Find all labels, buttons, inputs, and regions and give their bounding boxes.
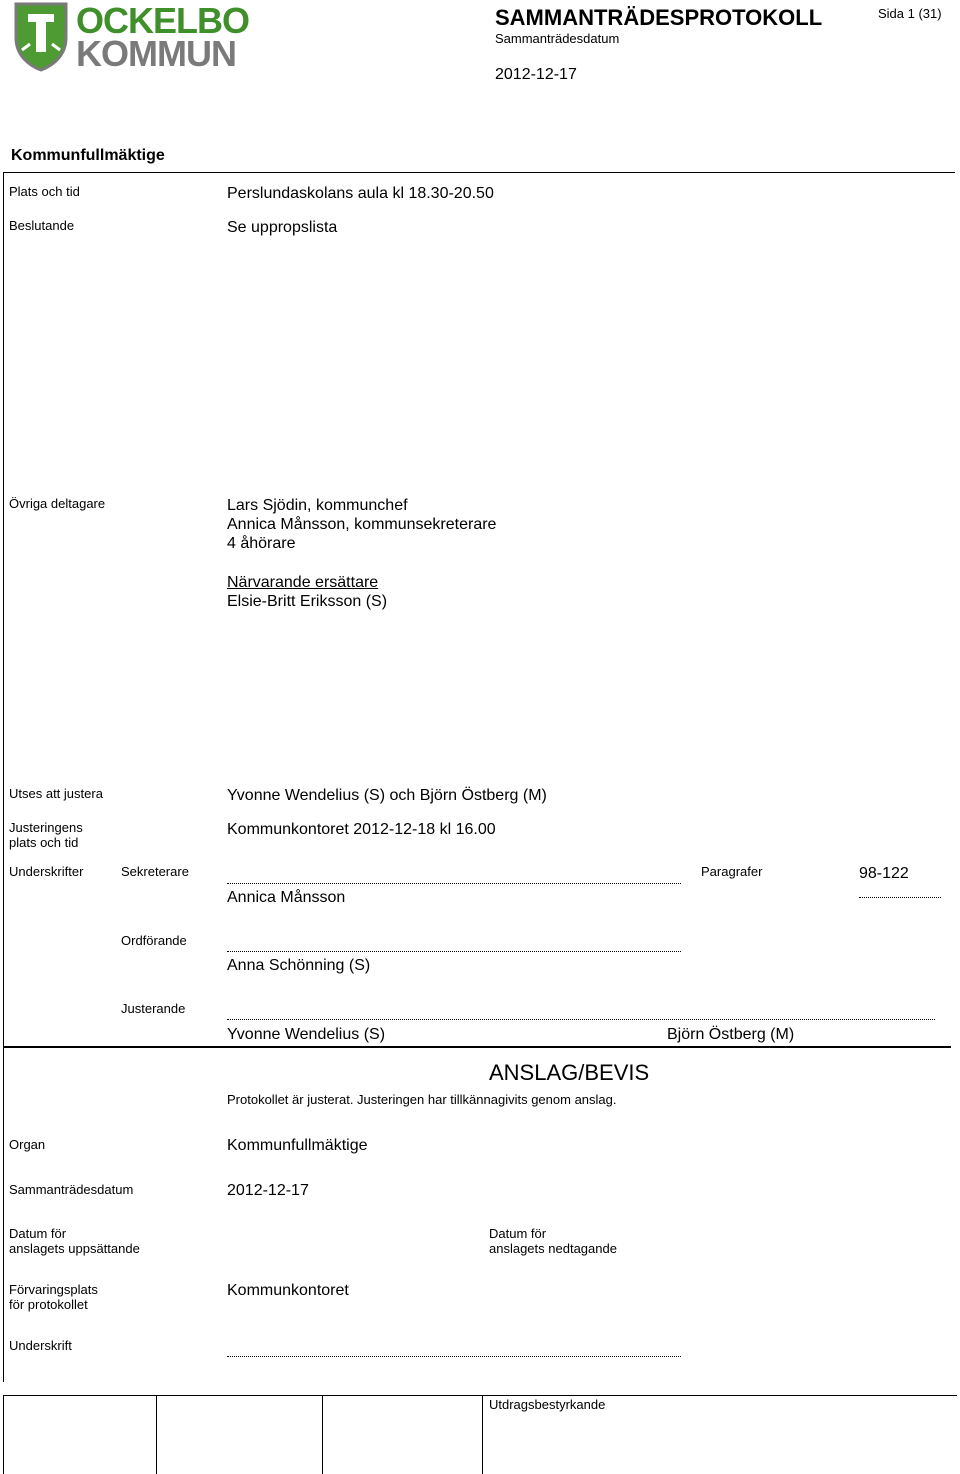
removed-date-label: Datum för: [489, 1226, 547, 1241]
adjust-place-label: plats och tid: [9, 835, 79, 850]
logo-line-1: OCKELBO: [76, 0, 249, 41]
paragraphs-label: Paragrafer: [701, 864, 763, 879]
notice-date-value: 2012-12-17: [227, 1182, 309, 1199]
storage-value: Kommunkontoret: [227, 1282, 349, 1299]
logo-line-2: KOMMUN: [76, 33, 236, 74]
adjust-label: Utses att justera: [9, 786, 103, 801]
notice-organ-label: Organ: [9, 1137, 46, 1152]
notice-heading: ANSLAG/BEVIS: [489, 1060, 650, 1085]
secretary-signature-line: [227, 883, 681, 884]
municipality-logo: [12, 0, 249, 74]
adjust-place-label: Justeringens: [9, 820, 83, 835]
footer-cell-border: [3, 1395, 4, 1474]
storage-label: Förvaringsplats: [9, 1282, 98, 1297]
secretary-name: Annica Månsson: [227, 889, 346, 906]
paragraphs-value: 98-122: [859, 865, 909, 882]
others-item: 4 åhörare: [227, 535, 296, 552]
chair-label: Ordförande: [121, 933, 187, 948]
notice-date-label: Sammanträdesdatum: [9, 1182, 134, 1197]
page-number: Sida 1 (31): [878, 6, 942, 21]
others-label: Övriga deltagare: [9, 496, 106, 511]
footer-cell-border: [482, 1395, 483, 1474]
substitutes-heading: Närvarande ersättare: [227, 574, 379, 591]
posted-date-label: anslagets uppsättande: [9, 1241, 140, 1256]
decision-value: Se uppropslista: [227, 219, 338, 236]
notice-organ-value: Kommunfullmäktige: [227, 1137, 368, 1154]
footer-cell-border: [322, 1395, 323, 1474]
notice-signature-line: [227, 1356, 681, 1357]
left-border: [3, 172, 4, 1382]
adjusters-label: Justerande: [121, 1001, 186, 1016]
coat-of-arms-icon: [12, 0, 70, 72]
adjuster-name: Björn Östberg (M): [667, 1026, 795, 1043]
header-date-label: Sammanträdesdatum: [495, 31, 620, 46]
signature-label: Underskrift: [9, 1338, 72, 1353]
footer-top-border: [3, 1395, 957, 1396]
adjust-value: Yvonne Wendelius (S) och Björn Östberg (M): [227, 787, 547, 804]
footer-cell-border: [156, 1395, 157, 1474]
others-item: Lars Sjödin, kommunchef: [227, 497, 408, 514]
secretary-label: Sekreterare: [121, 864, 189, 879]
document-title: SAMMANTRÄDESPROTOKOLL: [495, 5, 823, 30]
adjusters-signature-line: [227, 1019, 935, 1020]
header-date: 2012-12-17: [495, 66, 577, 83]
decision-label: Beslutande: [9, 218, 75, 233]
chair-signature-line: [227, 951, 681, 952]
section-divider: [3, 172, 955, 173]
organ-heading: Kommunfullmäktige: [11, 147, 165, 164]
notice-statement: Protokollet är justerat. Justeringen har tillkännagivits genom anslag.: [227, 1092, 617, 1107]
adjust-place-value: Kommunkontoret 2012-12-18 kl 16.00: [227, 821, 496, 838]
paragraphs-line: [859, 897, 941, 898]
signatures-label: Underskrifter: [9, 864, 84, 879]
substitute-item: Elsie-Britt Eriksson (S): [227, 593, 388, 610]
storage-label: för protokollet: [9, 1297, 88, 1312]
place-value: Perslundaskolans aula kl 18.30-20.50: [227, 185, 494, 202]
place-label: Plats och tid: [9, 184, 80, 199]
notice-divider: [3, 1046, 951, 1048]
certifier-label: Utdragsbestyrkande: [489, 1397, 606, 1412]
adjuster-name: Yvonne Wendelius (S): [227, 1026, 386, 1043]
chair-name: Anna Schönning (S): [227, 957, 371, 974]
others-item: Annica Månsson, kommunsekreterare: [227, 516, 497, 533]
posted-date-label: Datum för: [9, 1226, 67, 1241]
removed-date-label: anslagets nedtagande: [489, 1241, 617, 1256]
